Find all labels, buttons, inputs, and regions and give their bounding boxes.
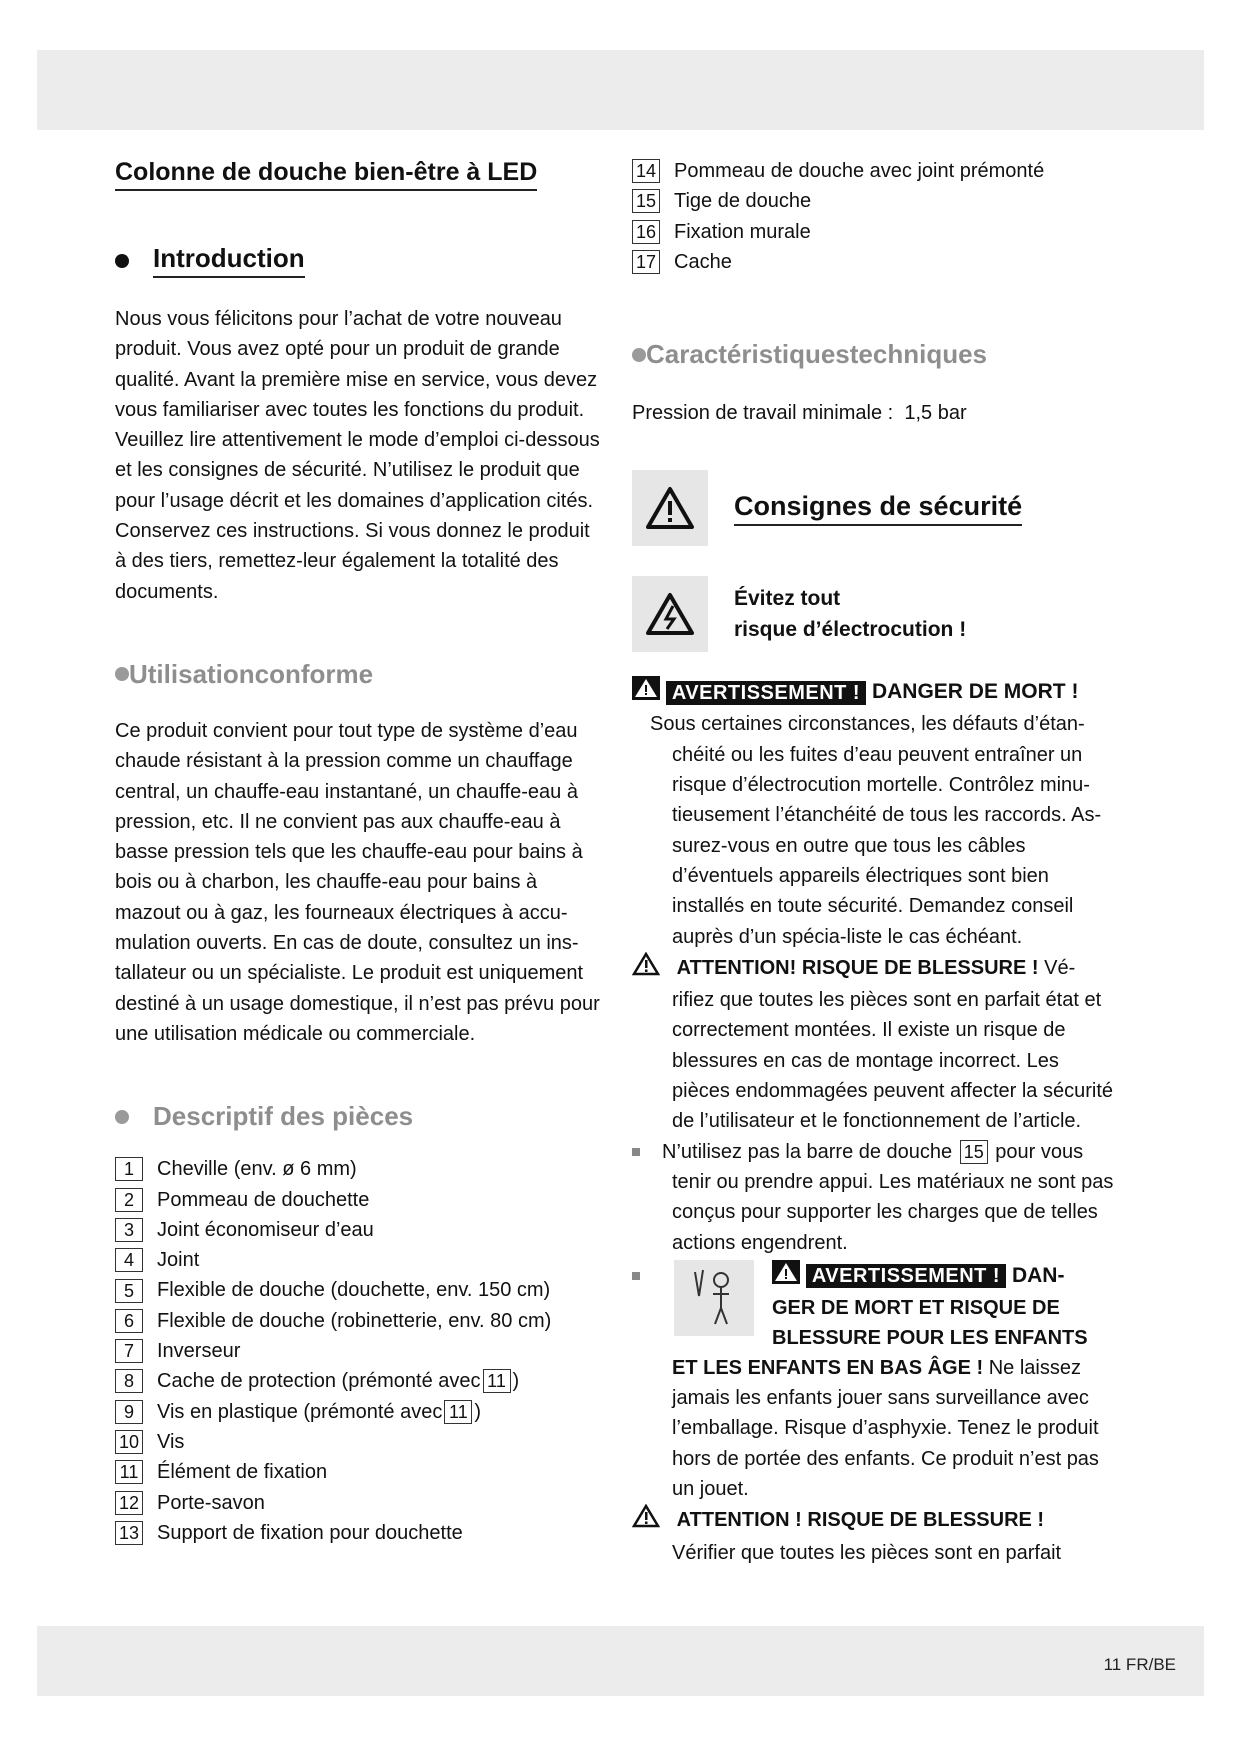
header-band (37, 50, 1204, 130)
page-number: 11 FR/BE (1103, 1655, 1176, 1674)
usage-text: Ce produit convient pour tout type de système d’eau chaude résistant à la pression comme un chauffage central, un chauffe-eau instantané, un chauffe-eau à pression, etc. Il ne convient pas aux chauffe-eau à basse pression tels que les chauffe-eau pour bains à bois ou à charbon, les chauffe-eau pour bains à mazout ou à gaz, les fourneaux électriques à accu-mulation ouverts. En cas de doute, consultez un ins-tallateur ou un spécialiste. Le produit est uniquement destiné à un usage domestique, il n’est pas prévu pour une utilisation médicale ou commerciale. (115, 719, 600, 1045)
list-item: 3 Joint économiseur d’eau (115, 1215, 605, 1245)
bullet-dot-icon (115, 254, 129, 268)
intro-heading: Introduction (115, 243, 605, 278)
safety-heading: Consignes de sécurité (632, 470, 1122, 546)
warning-triangle-icon (632, 676, 660, 709)
warning-badge: AVERTISSEMENT ! (806, 1264, 1006, 1288)
caution-block-1: ATTENTION! RISQUE DE BLESSURE ! Vé- rifiez que toutes les pièces sont en parfait état et correctement montées. Il existe un risque de blessures en cas de montage incorrect. Les pièces endommagées peuvent affecter la sécurité de l’utilisateur et le fonctionnement de l’article. (632, 952, 1122, 1137)
list-item: 17 Cache (632, 247, 1122, 277)
list-item: 12 Porte-savon (115, 1488, 605, 1518)
warning-block-1: AVERTISSEMENT ! DANGER DE MORT ! Sous certaines circonstances, les défauts d’étan- chéité ou les fuites d’eau peuvent entraîner un risque d’électrocution mortelle. Contrôlez minu-tieusement l’étanchéité de tous les raccords. As-surez-vous en outre que tous les câbles d’éventuels appareils électriques sont bien installés en toute sécurité. Demandez conseil auprès d’un spécia-liste le cas échéant. (632, 676, 1122, 951)
list-item: 11 Élément de fixation (115, 1457, 605, 1487)
intro-text: Nous vous félicitons pour l’achat de votre nouveau produit. Vous avez opté pour un produit de grande qualité. Avant la première mise en service, vous devez vous familiariser avec toutes les fonctions du produit. Veuillez lire attentivement le mode d’emploi ci-dessous et les consignes de sécurité. N’utilisez le produit que pour l’usage décrit et les domaines d’application cités. Conservez ces instructions. Si vous donnez le produit à des tiers, remettez-leur également la totalité des documents. (115, 308, 600, 603)
bullet-square-icon (632, 1272, 640, 1280)
list-item: 7 Inverseur (115, 1336, 605, 1366)
list-item: 4 Joint (115, 1245, 605, 1275)
parts-list (115, 1154, 605, 1548)
caution-block-2: ATTENTION ! RISQUE DE BLESSURE ! Vérifier que toutes les pièces sont en parfait (632, 1504, 1122, 1568)
tech-pressure: Pression de travail minimale : 1,5 bar (632, 402, 967, 425)
list-item: 6 Flexible de douche (robinetterie, env. 80 cm) (115, 1306, 605, 1336)
child-hazard-icon (674, 1260, 754, 1336)
warning-badge: AVERTISSEMENT ! (666, 681, 866, 705)
list-item: 15 Tige de douche (632, 186, 1122, 216)
footer-band (37, 1626, 1204, 1696)
left-column (115, 150, 605, 1548)
electric-hazard-icon (632, 576, 708, 652)
warning-triangle-icon (632, 470, 708, 546)
electric-warning: Évitez tout risque d’électrocution ! (632, 576, 1122, 652)
warning-block-2: AVERTISSEMENT ! DAN- GER DE MORT ET RISQUE DE BLESSURE POUR LES ENFANTS (632, 1260, 1122, 1353)
list-item: 16 Fixation murale (632, 217, 1122, 247)
bullet-dot-icon (632, 348, 646, 362)
list-item: 8 Cache de protection (prémonté avec 11 ) (115, 1366, 605, 1396)
parts-list-continued (632, 156, 1122, 277)
right-column (632, 150, 1122, 1568)
page-title: Colonne de douche bien-être à LED (115, 158, 537, 191)
warning-triangle-icon (772, 1260, 800, 1293)
list-item: 9 Vis en plastique (prémonté avec 11 ) (115, 1397, 605, 1427)
warning-2-text: ET LES ENFANTS EN BAS ÂGE ! Ne laissez jamais les enfants jouer sans surveillance avec l’emballage. Risque d’asphyxie. Tenez le produit hors de portée des enfants. Ce produit n’est pas un jouet. (672, 1356, 1099, 1501)
list-item: 14 Pommeau de douche avec joint prémonté (632, 156, 1122, 186)
caution-triangle-icon (632, 1504, 660, 1537)
bullet-dot-icon (115, 667, 129, 681)
list-item: 1 Cheville (env. ø 6 mm) (115, 1154, 605, 1184)
parts-heading: Descriptif des pièces (115, 1101, 605, 1132)
list-item: 10 Vis (115, 1427, 605, 1457)
bullet-block-1: N’utilisez pas la barre de douche 15 pour vous tenir ou prendre appui. Les matériaux ne sont pas conçus pour supporter les charges que de telles actions engendrent. (632, 1137, 1122, 1258)
usage-heading: Utilisationconforme (115, 659, 605, 690)
list-item: 5 Flexible de douche (douchette, env. 150 cm) (115, 1275, 605, 1305)
list-item: 13 Support de fixation pour douchette (115, 1518, 605, 1548)
list-item: 2 Pommeau de douchette (115, 1185, 605, 1215)
tech-heading: Caractéristiquestechniques (632, 339, 1122, 370)
caution-triangle-icon (632, 952, 660, 985)
bullet-dot-icon (115, 1110, 129, 1124)
bullet-square-icon (632, 1148, 640, 1156)
